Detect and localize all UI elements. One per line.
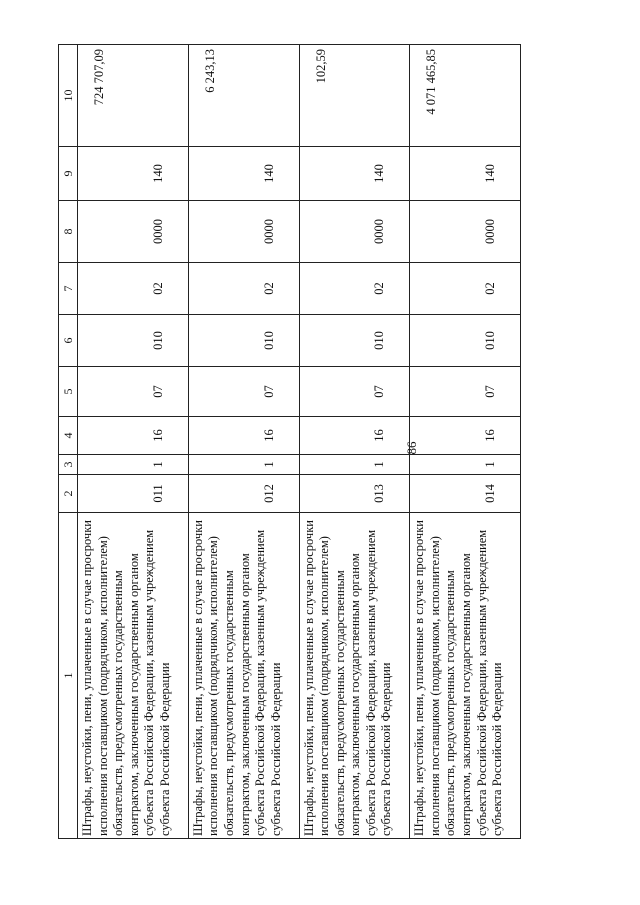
cell-c8: 0000 [299, 201, 410, 263]
table-row [188, 45, 299, 839]
cell-c3: 1 [299, 455, 410, 475]
cell-c7: 02 [188, 263, 299, 315]
cell-c7: 02 [78, 263, 189, 315]
row-description: Штрафы, неустойки, пени, уплаченные в случае просрочки исполнения поставщиком (подрядчиком, исполнителем) обязательств, предусмотренных государственным контрактом, заключенным государственным органом субъекта Российской Федерации, казенным учреждением субъекта Российской Федерации [188, 513, 299, 839]
column-header: 3 [59, 455, 78, 475]
cell-c4: 16 [188, 417, 299, 455]
header-row [59, 45, 78, 839]
cell-c2: 013 [299, 475, 410, 513]
cell-c9: 140 [410, 147, 521, 201]
column-header: 6 [59, 315, 78, 367]
cell-c4: 16 [299, 417, 410, 455]
cell-amount: 102,59 [299, 45, 410, 147]
cell-c3: 1 [78, 455, 189, 475]
row-description: Штрафы, неустойки, пени, уплаченные в случае просрочки исполнения поставщиком (подрядчиком, исполнителем) обязательств, предусмотренных государственным контрактом, заключенным государственным органом субъекта Российской Федерации, казенным учреждением субъекта Российской Федерации [410, 513, 521, 839]
budget-table [58, 44, 521, 839]
table-row [410, 45, 521, 839]
cell-c7: 02 [299, 263, 410, 315]
cell-c2: 012 [188, 475, 299, 513]
table-row [299, 45, 410, 839]
column-header: 2 [59, 475, 78, 513]
cell-c5: 07 [188, 367, 299, 417]
row-description: Штрафы, неустойки, пени, уплаченные в случае просрочки исполнения поставщиком (подрядчиком, исполнителем) обязательств, предусмотренных государственным контрактом, заключенным государственным органом субъекта Российской Федерации, казенным учреждением субъекта Российской Федерации [299, 513, 410, 839]
cell-c6: 010 [78, 315, 189, 367]
cell-c6: 010 [188, 315, 299, 367]
cell-c8: 0000 [78, 201, 189, 263]
cell-amount: 6 243,13 [188, 45, 299, 147]
cell-c2: 011 [78, 475, 189, 513]
column-header: 9 [59, 147, 78, 201]
cell-amount: 4 071 465,85 [410, 45, 521, 147]
column-header: 10 [59, 45, 78, 147]
cell-c8: 0000 [188, 201, 299, 263]
table-row [78, 45, 189, 839]
cell-c9: 140 [78, 147, 189, 201]
row-description: Штрафы, неустойки, пени, уплаченные в случае просрочки исполнения поставщиком (подрядчиком, исполнителем) обязательств, предусмотренных государственным контрактом, заключенным государственным органом субъекта Российской Федерации, казенным учреждением субъекта Российской Федерации [78, 513, 189, 839]
cell-c2: 014 [410, 475, 521, 513]
table-container [58, 45, 521, 839]
cell-amount: 724 707,09 [78, 45, 189, 147]
cell-c9: 140 [188, 147, 299, 201]
cell-c9: 140 [299, 147, 410, 201]
column-header: 7 [59, 263, 78, 315]
cell-c7: 02 [410, 263, 521, 315]
column-header: 8 [59, 201, 78, 263]
cell-c4: 16 [78, 417, 189, 455]
cell-c6: 010 [299, 315, 410, 367]
cell-c4: 16 [410, 417, 521, 455]
cell-c5: 07 [299, 367, 410, 417]
cell-c8: 0000 [410, 201, 521, 263]
cell-c3: 1 [410, 455, 521, 475]
column-header: 5 [59, 367, 78, 417]
column-header: 1 [59, 513, 78, 839]
cell-c6: 010 [410, 315, 521, 367]
cell-c5: 07 [78, 367, 189, 417]
page-number: 86 [404, 441, 419, 455]
cell-c3: 1 [188, 455, 299, 475]
cell-c5: 07 [410, 367, 521, 417]
column-header: 4 [59, 417, 78, 455]
